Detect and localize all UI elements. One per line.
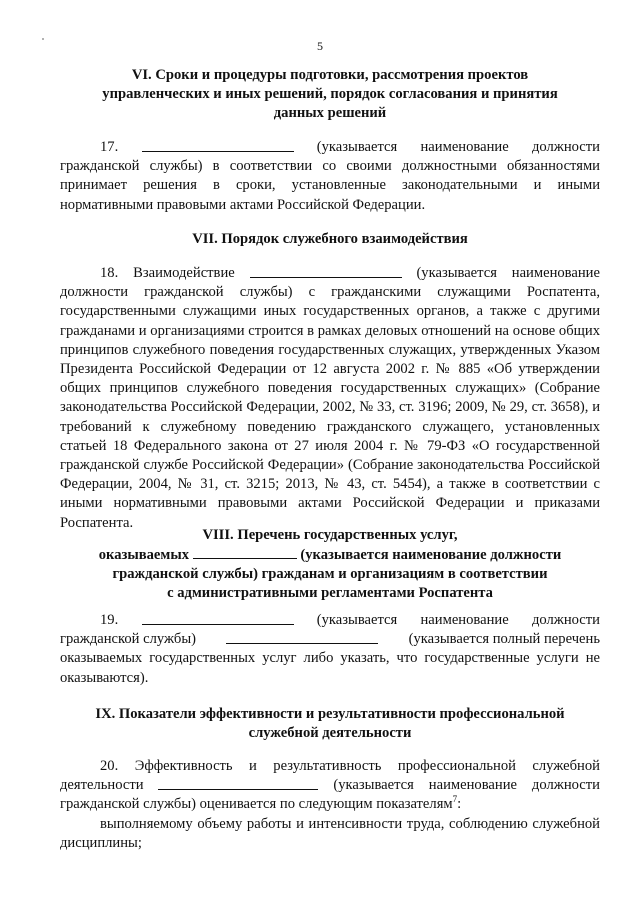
paragraph-first-line [60, 138, 600, 157]
section-heading-9 [60, 705, 600, 743]
blank-field [250, 264, 402, 278]
paragraph-first-line [60, 264, 600, 283]
word: (указывается [316, 612, 398, 628]
word: (указывается полный перечень [408, 631, 600, 648]
heading-line [60, 545, 600, 565]
heading-line: управленческих и иных решений, порядок согласования и принятия [102, 86, 558, 102]
word: наименование [428, 777, 517, 794]
heading-line: с административными регламентами Роспатента [167, 585, 493, 601]
word: должности [531, 612, 600, 628]
heading-word: оказываемых [98, 547, 190, 563]
word: должности [531, 777, 600, 794]
paragraph-number: 17. [100, 139, 119, 155]
paragraph-first-line [60, 611, 600, 630]
paragraph-20 [60, 757, 600, 853]
blank-field [142, 138, 294, 152]
paragraph-number: 19. [100, 612, 119, 628]
word: Взаимодействие [133, 265, 235, 281]
heading-line: гражданской службы) гражданам и организациям в соответствии [112, 566, 548, 582]
word: наименование [420, 139, 509, 155]
paragraph-first-line [60, 757, 600, 776]
word: должности [531, 139, 600, 155]
word: (указывается [416, 265, 497, 281]
heading-line: данных решений [273, 105, 387, 121]
paragraph-text: гражданской службы) оценивается по следующим показателям [60, 796, 453, 813]
word: профессиональной [397, 758, 516, 774]
list-item: выполняемому объему работы и интенсивности труда, соблюдению служебной дисциплины; [60, 815, 600, 851]
heading-line: служебной деятельности [248, 725, 412, 741]
heading-line: VI. Сроки и процедуры подготовки, рассмотрения проектов [131, 67, 529, 83]
heading-text: (указывается наименование должности [300, 547, 562, 563]
section-heading-6 [60, 66, 600, 123]
word: и [249, 758, 257, 774]
paragraph-third-line [60, 795, 600, 814]
blank-field [193, 545, 297, 559]
paragraph-18 [60, 264, 600, 533]
paragraph-second-line [60, 630, 600, 649]
paragraph-text: оказываемых государственных услуг либо указать, что государственные услуги не оказываются). [60, 650, 600, 686]
word: гражданской службы) [60, 631, 196, 648]
paragraph-number: 18. [100, 265, 119, 281]
footnote-ref: 7 [452, 794, 458, 805]
word: результативность [273, 758, 382, 774]
blank-field [158, 776, 318, 790]
section-heading-8 [60, 526, 600, 603]
word: (указывается [333, 777, 414, 794]
heading-line: IX. Показатели эффективности и результативности профессиональной [95, 706, 565, 722]
paragraph-17 [60, 138, 600, 215]
blank-field [142, 611, 294, 625]
punctuation: : [457, 796, 462, 813]
paragraph-19 [60, 611, 600, 688]
word: служебной [532, 758, 600, 774]
paragraph-text: гражданской службы) в соответствии со своими должностными обязанностями принимает решения в сроки, установленные законодательными и иными нормативными правовыми актами Российской Федерации. [60, 158, 600, 213]
section-heading-7: VII. Порядок служебного взаимодействия [192, 231, 468, 247]
page-number: 5 [317, 39, 323, 53]
word: деятельности [60, 777, 144, 794]
paragraph-second-line [60, 776, 600, 795]
blank-field [226, 630, 378, 644]
word: наименование [511, 265, 600, 281]
word: (указывается [316, 139, 398, 155]
paragraph-number: 20. [100, 758, 119, 774]
heading-line: VIII. Перечень государственных услуг, [202, 527, 458, 543]
paragraph-text: должности гражданской службы) с гражданскими служащими Роспатента, государственными служащими иных государственных органов, а также с другими гражданами и организациями строится в рамках деловых отношений на основе общих принципов служебного поведения государственных служащих, утвержденных Указом Президента Российской Федерации от 12 августа 2002 г. № 885 «Об утверждении общих принципов служебного поведения государственных служащих» (Собрание законодательства Российской Федерации, 2002, № 33, ст. 3196; 2009, № 29, ст. 3658), и требований к служебному поведению гражданского служащего, установленных статьей 18 Федерального закона от 27 июля 2004 г. № 79-ФЗ «О государственной гражданской службе Российской Федерации» (Собрание законодательства Российской Федерации, 2004, № 31, ст. 3215; 2013, № 43, ст. 5454), а также в соответствии с иными нормативными правовыми актами Российской Федерации и приказами Роспатента. [60, 284, 600, 531]
word: Эффективность [134, 758, 233, 774]
word: наименование [420, 612, 509, 628]
